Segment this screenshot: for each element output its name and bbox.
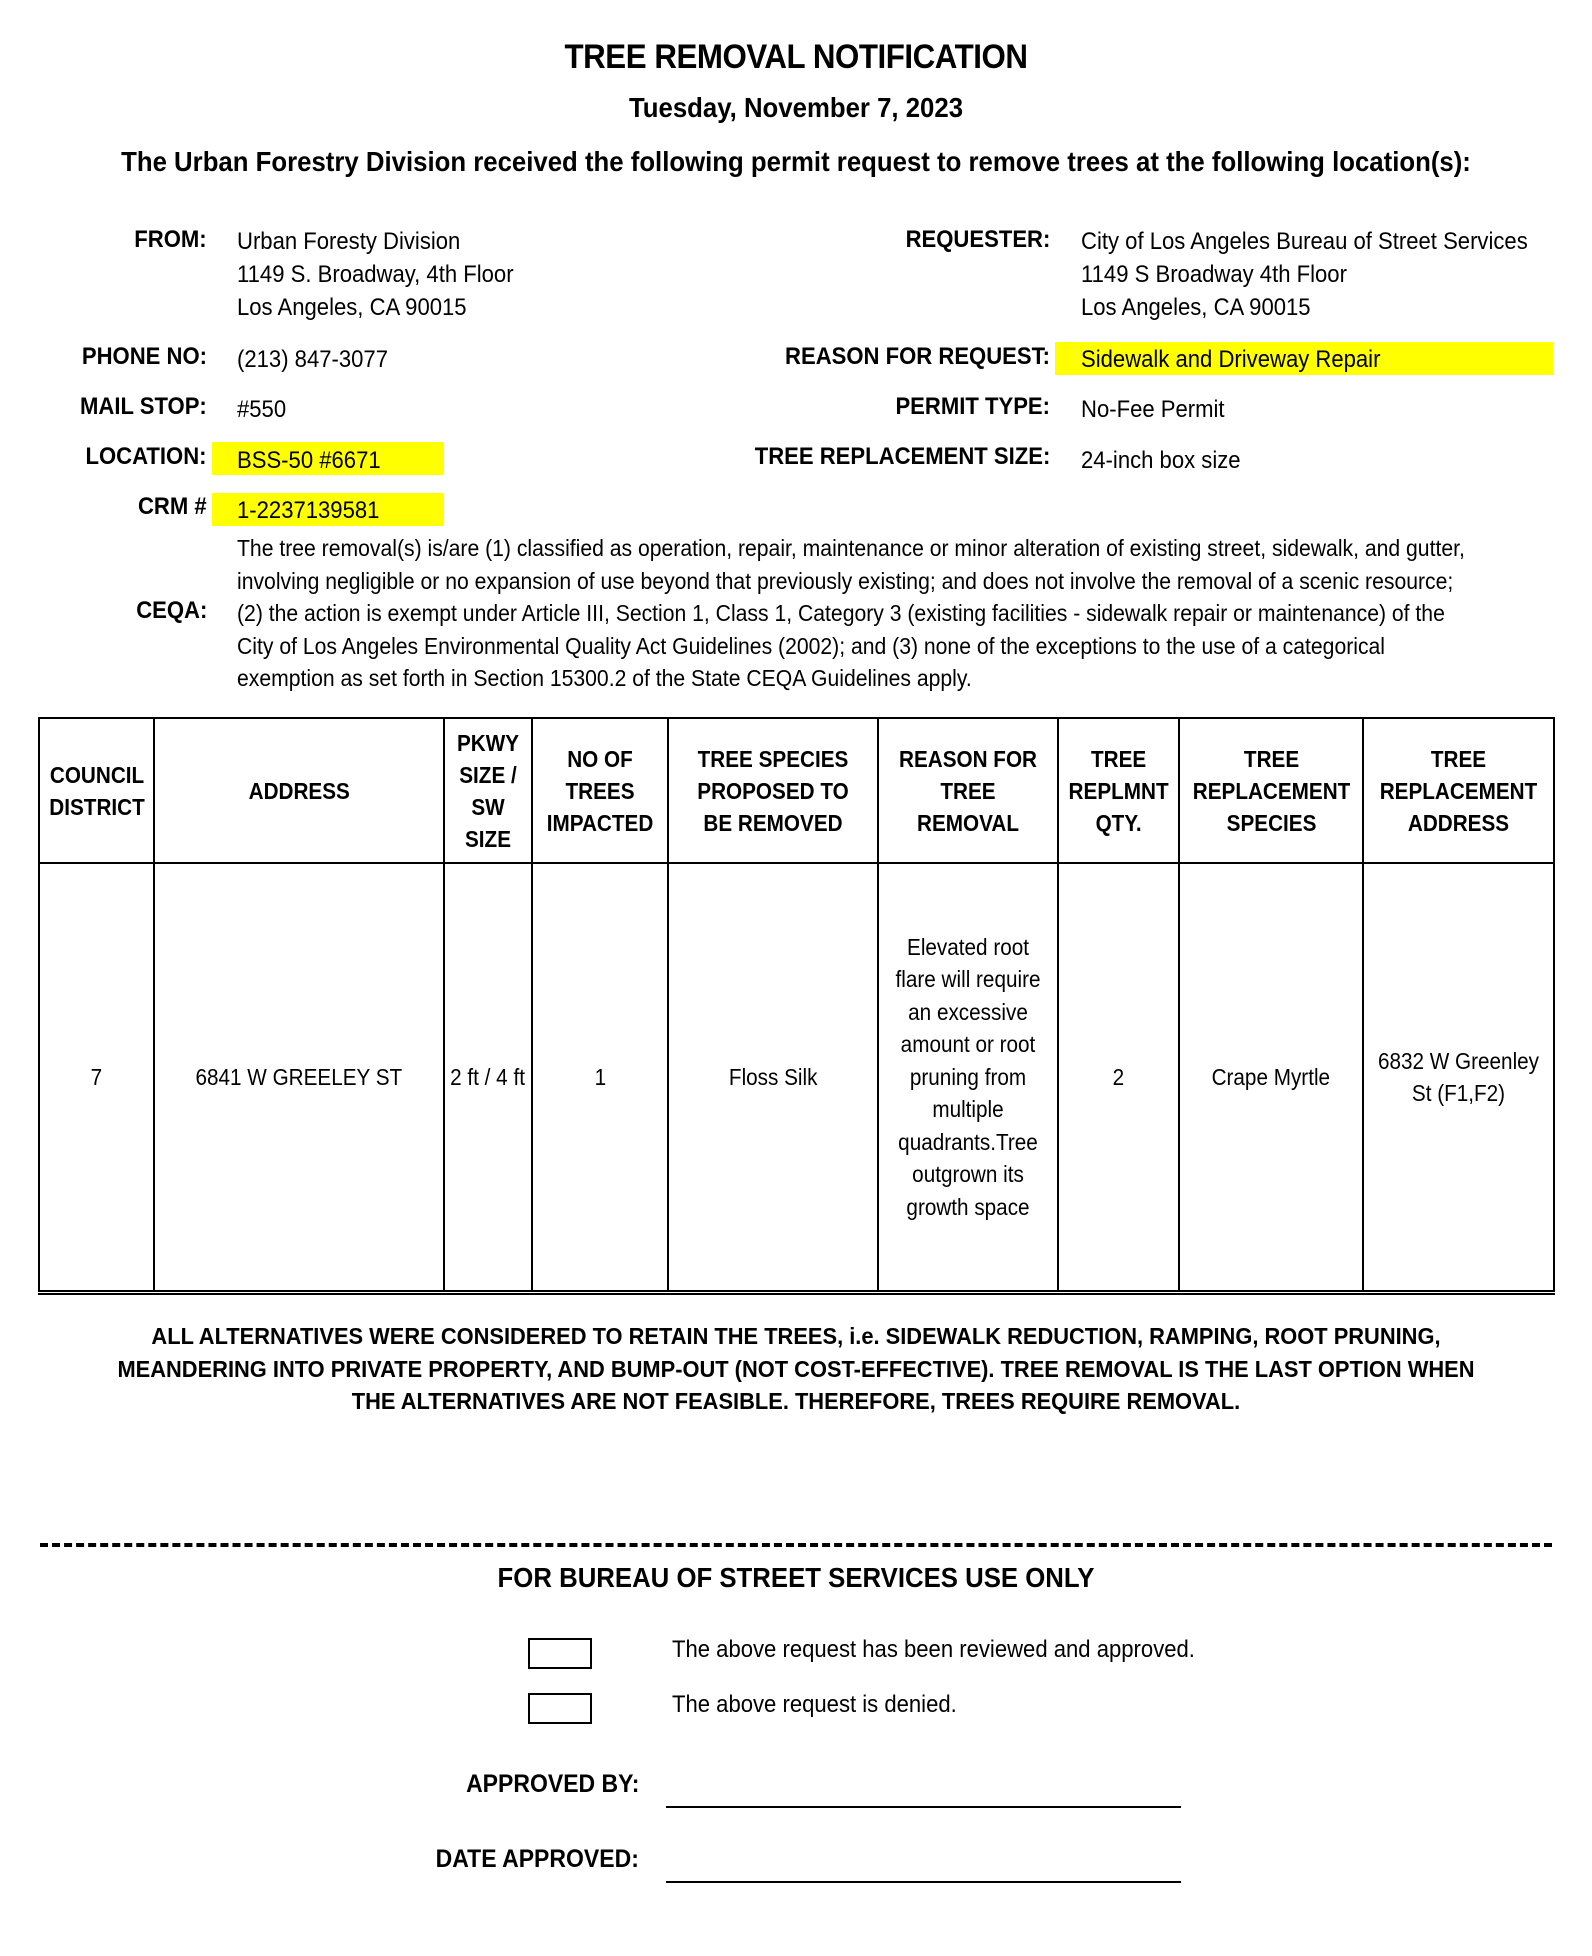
replacement-size-label: TREE REPLACEMENT SIZE: [754,443,1050,470]
header-pkwy-size: PKWY SIZE / SW SIZE [444,718,532,863]
cell-reason: Elevated root flare will require an excessive amount or root pruning from multiple quadrants.Tree outgrown its growth space [878,863,1058,1293]
ceqa-text: The tree removal(s) is/are (1) classified as operation, repair, maintenance or minor alteration of existing street, sidewalk, and gutter, involving negligible or no expansion of use beyond that previously existing; and does not involve the removal of a scenic resource; (2) the action is exempt under Article III, Section 1, Class 1, Category 3 (existing facilities - sidewalk repair or maintenance) of the City of Los Angeles Environmental Quality Act Guidelines (2002); and (3) none of the exceptions to the use of a categorical exemption as set forth in Section 15300.2 of the State CEQA Guidelines apply. [237,535,1465,691]
location-label: LOCATION: [85,443,207,470]
replacement-size-value: 24-inch box size [1081,447,1241,474]
mail-stop-label: MAIL STOP: [80,393,207,420]
location-value: BSS-50 #6671 [237,447,381,474]
from-line-1: Urban Foresty Division [237,228,461,255]
reason-label: REASON FOR REQUEST: [785,343,1050,370]
header-reason: REASON FOR TREE REMOVAL [878,718,1058,863]
approved-option-text: The above request has been reviewed and approved. [672,1636,1195,1663]
cell-council-district: 7 [39,863,154,1293]
phone-label: PHONE NO: [81,343,207,370]
cell-replacement-species: Crape Myrtle [1179,863,1363,1293]
intro-statement: The Urban Forestry Division received the following permit request to remove trees at the following location(s): [121,146,1471,177]
header-address: ADDRESS [154,718,444,863]
mail-stop-value: #550 [237,396,287,423]
permit-type-label: PERMIT TYPE: [895,393,1050,420]
table-header-row [39,718,1554,863]
cell-replacement-qty: 2 [1058,863,1179,1293]
alternatives-statement: ALL ALTERNATIVES WERE CONSIDERED TO RETAIN THE TREES, i.e. SIDEWALK REDUCTION, RAMPING, ROOT PRUNING, MEANDERING INTO PRIVATE PROPERTY, AND BUMP-OUT (NOT COST-EFFECTIVE). TREE REMOVAL IS THE LAST OPTION WHEN THE ALTERNATIVES ARE NOT FEASIBLE. THEREFORE, TREES REQUIRE REMOVAL. [117,1323,1475,1414]
from-line-3: Los Angeles, CA 90015 [237,294,467,321]
table-row [39,863,1554,1293]
from-label: FROM: [134,226,207,253]
header-council-district: COUNCIL DISTRICT [39,718,154,863]
tree-removal-table [38,717,1555,1295]
date-approved-line[interactable] [666,1881,1181,1883]
header-replacement-address: TREE REPLACEMENT ADDRESS [1363,718,1554,863]
cell-species-removed: Floss Silk [668,863,878,1293]
ceqa-label: CEQA: [135,597,207,624]
requester-line-2: 1149 S Broadway 4th Floor [1081,261,1347,288]
crm-value: 1-2237139581 [237,497,380,524]
header-replacement-species: TREE REPLACEMENT SPECIES [1179,718,1363,863]
date-approved-label: DATE APPROVED: [435,1845,639,1873]
phone-value: (213) 847-3077 [237,346,388,373]
notification-date: Tuesday, November 7, 2023 [628,92,964,123]
approved-by-signature-line[interactable] [666,1806,1181,1808]
header-species-removed: TREE SPECIES PROPOSED TO BE REMOVED [668,718,878,863]
permit-type-value: No-Fee Permit [1081,396,1225,423]
header-trees-impacted: NO OF TREES IMPACTED [532,718,668,863]
cell-address: 6841 W GREELEY ST [154,863,444,1293]
page-title: TREE REMOVAL NOTIFICATION [564,38,1028,76]
dashed-divider [40,1543,1552,1547]
header-replacement-qty: TREE REPLMNT QTY. [1058,718,1179,863]
bss-section-title: FOR BUREAU OF STREET SERVICES USE ONLY [497,1562,1095,1593]
reason-value: Sidewalk and Driveway Repair [1081,346,1381,373]
denied-checkbox[interactable] [528,1693,592,1724]
crm-label: CRM # [138,493,207,520]
requester-line-3: Los Angeles, CA 90015 [1081,294,1311,321]
approved-checkbox[interactable] [528,1638,592,1669]
from-line-2: 1149 S. Broadway, 4th Floor [237,261,514,288]
requester-label: REQUESTER: [905,226,1050,253]
cell-trees-impacted: 1 [532,863,668,1293]
denied-option-text: The above request is denied. [672,1691,957,1718]
cell-pkwy-size: 2 ft / 4 ft [444,863,532,1293]
approved-by-label: APPROVED BY: [465,1770,639,1798]
cell-replacement-address: 6832 W Greenley St (F1,F2) [1363,863,1554,1293]
requester-line-1: City of Los Angeles Bureau of Street Services [1081,228,1528,255]
